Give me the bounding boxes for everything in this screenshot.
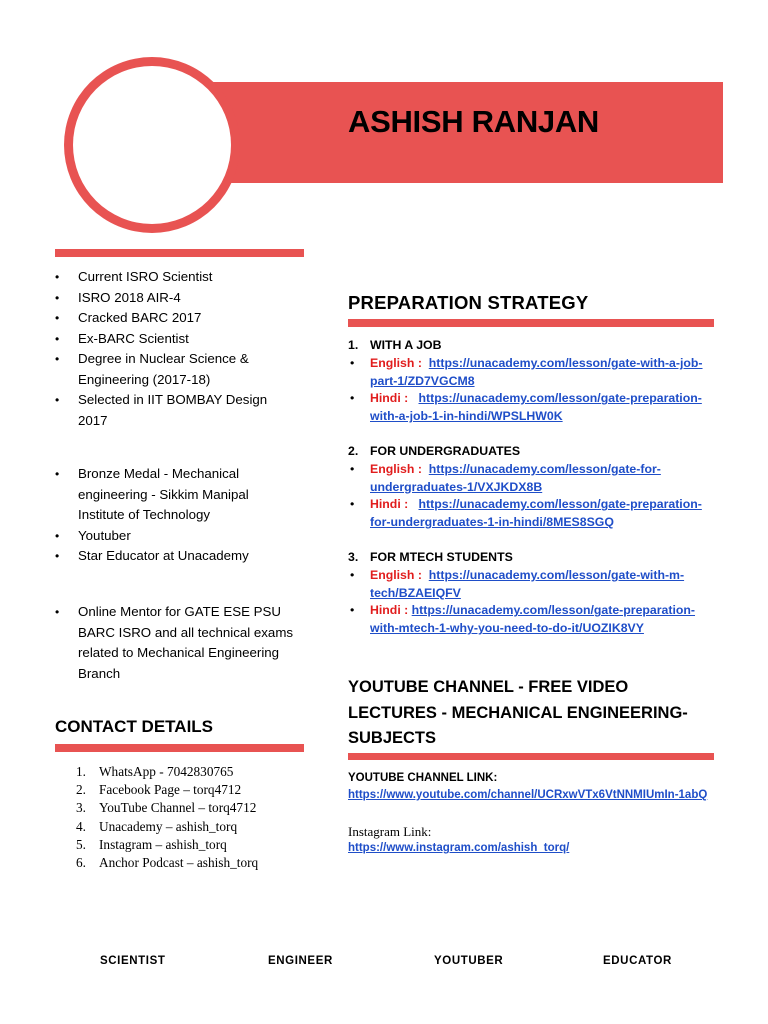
- lesson-link[interactable]: https://unacademy.com/lesson/gate-for-undergraduates-1/VXJKDX8B: [370, 461, 661, 494]
- youtube-link-label: YOUTUBE CHANNEL LINK:: [348, 772, 498, 784]
- profile-item: • Degree in Nuclear Science & Engineering (2017-18): [55, 349, 291, 390]
- profile-photo-placeholder: [73, 66, 231, 224]
- youtube-heading: YOUTUBE CHANNEL - FREE VIDEO LECTURES - MECHANICAL ENGINEERING- SUBJECTS: [348, 678, 688, 747]
- profile-list-1: [55, 267, 291, 431]
- profile-list-2: [55, 464, 291, 567]
- contact-divider: [55, 744, 304, 752]
- profile-item: • Ex-BARC Scientist: [55, 329, 291, 350]
- contact-item: 1. WhatsApp - 7042830765: [76, 764, 234, 779]
- contact-text: Unacademy – ashish_torq: [99, 818, 238, 834]
- footer-tag-scientist: SCIENTIST: [100, 955, 166, 967]
- lesson-link[interactable]: https://unacademy.com/lesson/gate-preparation-with-mtech-1-why-you-need-to-do-it/UOZIK8VY: [370, 603, 696, 636]
- link-item: [348, 496, 720, 532]
- section-title: WITH A JOB: [370, 338, 442, 352]
- contact-text: WhatsApp - 7042830765: [99, 764, 234, 779]
- contact-heading: CONTACT DETAILS: [55, 717, 214, 736]
- strategy-section-undergraduates: 2. FOR UNDERGRADUATES • English : https://unacademy.com/lesson/gate-for-undergraduates-1/VXJKDX8B • Hindi : https://unacademy.com/lesson/gate-preparation-for-undergraduates-1-in-hindi/8MES8SGQ: [348, 443, 720, 532]
- language-label: Hindi :: [370, 603, 409, 618]
- strategy-section-job: 1. WITH A JOB • English : https://unacademy.com/lesson/gate-with-a-job-part-1/ZD7VGCM8 • Hindi : https://unacademy.com/lesson/gate-preparation-with-a-job-1-in-hindi/WPSLHW0K: [348, 337, 720, 426]
- instagram-link-label: Instagram Link:: [348, 824, 432, 839]
- link-item: [348, 355, 720, 391]
- language-label: English :: [370, 355, 422, 370]
- contact-item: 2. Facebook Page – torq4712: [76, 782, 242, 798]
- language-label: Hindi :: [370, 497, 409, 512]
- lesson-link[interactable]: https://unacademy.com/lesson/gate-with-a-job-part-1/ZD7VGCM8: [370, 355, 703, 388]
- contact-list: [55, 763, 258, 872]
- profile-item: • ISRO 2018 AIR-4: [55, 288, 291, 309]
- profile-item: • Cracked BARC 2017: [55, 308, 291, 329]
- instagram-link[interactable]: https://www.instagram.com/ashish_torq/: [348, 842, 570, 854]
- footer-tag-youtuber: YOUTUBER: [434, 955, 504, 967]
- profile-item: • Online Mentor for GATE ESE PSU BARC ISRO and all technical exams related to Mechanical Engineering Branch: [55, 602, 303, 684]
- contact-item: 3. YouTube Channel – torq4712: [76, 800, 257, 816]
- link-item: [348, 567, 720, 603]
- language-label: English :: [370, 567, 422, 582]
- contact-item: 5. Instagram – ashish_torq: [76, 836, 227, 852]
- candidate-name: ASHISH RANJAN: [348, 104, 600, 139]
- language-label: Hindi :: [370, 391, 409, 406]
- contact-text: Facebook Page – torq4712: [99, 782, 242, 798]
- profile-item: • Bronze Medal - Mechanical engineering - Sikkim Manipal Institute of Technology: [55, 464, 291, 526]
- strategy-heading: PREPARATION STRATEGY: [348, 292, 589, 313]
- profile-item: • Selected in IIT BOMBAY Design 2017: [55, 390, 291, 431]
- lesson-link[interactable]: https://unacademy.com/lesson/gate-with-m-tech/BZAEIQFV: [370, 567, 685, 600]
- link-item: [348, 390, 720, 426]
- contact-text: Instagram – ashish_torq: [99, 836, 227, 852]
- profile-photo-frame: [64, 57, 240, 233]
- section-title: FOR MTECH STUDENTS: [370, 550, 513, 564]
- profile-item: • Star Educator at Unacademy: [55, 546, 291, 567]
- profile-item: • Youtuber: [55, 526, 291, 547]
- contact-text: YouTube Channel – torq4712: [99, 800, 257, 816]
- profile-divider: [55, 249, 304, 257]
- contact-item: 6. Anchor Podcast – ashish_torq: [76, 855, 259, 871]
- language-label: English :: [370, 461, 422, 476]
- contact-item: 4. Unacademy – ashish_torq: [76, 818, 238, 834]
- link-item: [348, 461, 720, 497]
- link-item: [348, 602, 720, 638]
- youtube-channel-link[interactable]: https://www.youtube.com/channel/UCRxwVTx6VtNNMIUmIn-1abQ: [348, 789, 708, 801]
- lesson-link[interactable]: https://unacademy.com/lesson/gate-preparation-with-a-job-1-in-hindi/WPSLHW0K: [370, 391, 702, 424]
- section-title: FOR UNDERGRADUATES: [370, 444, 521, 458]
- contact-text: Anchor Podcast – ashish_torq: [99, 855, 259, 871]
- footer-tag-engineer: ENGINEER: [268, 955, 333, 967]
- profile-item: • Current ISRO Scientist: [55, 267, 291, 288]
- footer-tag-educator: EDUCATOR: [603, 955, 672, 967]
- youtube-divider: [348, 753, 714, 760]
- strategy-divider: [348, 319, 714, 327]
- strategy-section-mtech: 3. FOR MTECH STUDENTS • English : https://unacademy.com/lesson/gate-with-m-tech/BZAEIQFV • Hindi : https://unacademy.com/lesson/gate-preparation-with-mtech-1-why-you-need-to-do-it/UOZIK8VY: [348, 549, 720, 638]
- lesson-link[interactable]: https://unacademy.com/lesson/gate-preparation-for-undergraduates-1-in-hindi/8MES8SGQ: [370, 497, 702, 530]
- profile-list-3: [55, 602, 303, 684]
